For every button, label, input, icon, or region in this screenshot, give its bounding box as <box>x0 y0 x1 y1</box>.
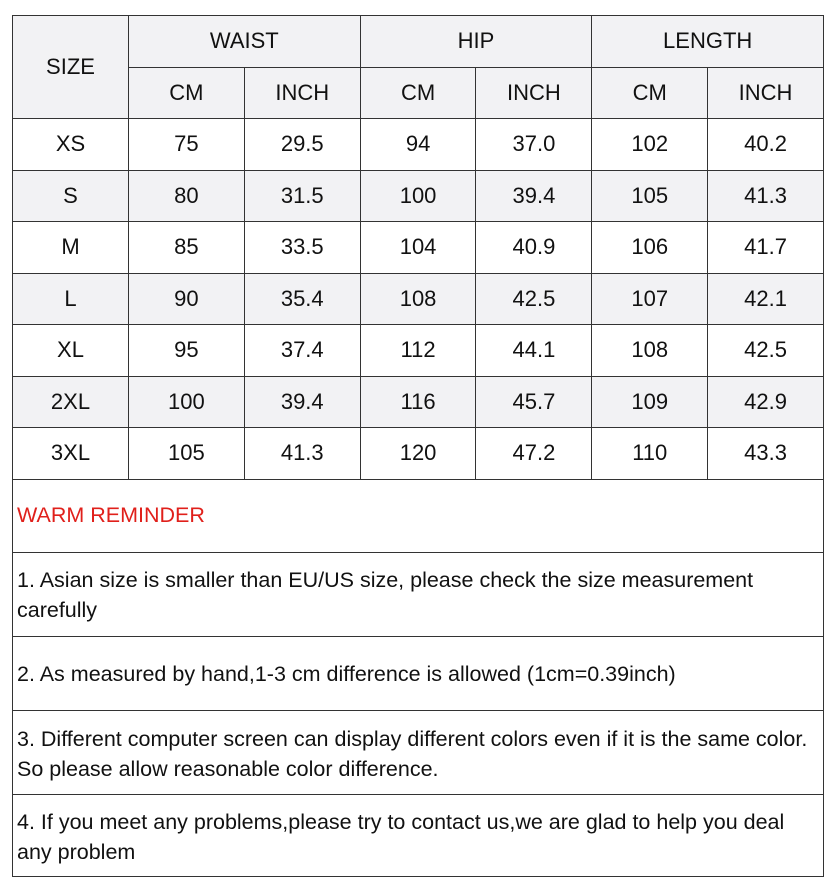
size-cell: XL <box>13 325 129 377</box>
measurement-cell: 85 <box>129 222 245 274</box>
size-column-header: SIZE <box>13 16 129 119</box>
table-row <box>13 170 824 222</box>
measurement-cell: 112 <box>360 325 476 377</box>
table-row <box>13 325 824 377</box>
waist-inch-header: INCH <box>244 67 360 119</box>
size-rows <box>13 119 824 480</box>
measurement-cell: 33.5 <box>244 222 360 274</box>
measurement-cell: 110 <box>592 428 708 480</box>
length-inch-header: INCH <box>708 67 824 119</box>
measurement-cell: 29.5 <box>244 119 360 171</box>
measurement-cell: 75 <box>129 119 245 171</box>
measurement-cell: 39.4 <box>476 170 592 222</box>
measurement-cell: 105 <box>592 170 708 222</box>
measurement-cell: 42.5 <box>476 273 592 325</box>
table-row <box>13 119 824 171</box>
measurement-cell: 80 <box>129 170 245 222</box>
measurement-cell: 37.0 <box>476 119 592 171</box>
measurement-cell: 106 <box>592 222 708 274</box>
reminder-note-4: 4. If you meet any problems,please try to contact us,we are glad to help you deal any problem <box>13 794 823 876</box>
warm-reminder-section <box>12 480 824 877</box>
measurement-cell: 37.4 <box>244 325 360 377</box>
reminder-note-2: 2. As measured by hand,1-3 cm difference is allowed (1cm=0.39inch) <box>13 636 823 710</box>
table-row <box>13 222 824 274</box>
size-cell: 3XL <box>13 428 129 480</box>
measurement-cell: 47.2 <box>476 428 592 480</box>
measurement-cell: 43.3 <box>708 428 824 480</box>
measurement-cell: 116 <box>360 376 476 428</box>
measurement-cell: 109 <box>592 376 708 428</box>
measurement-cell: 40.9 <box>476 222 592 274</box>
waist-header: WAIST <box>129 16 361 68</box>
hip-cm-header: CM <box>360 67 476 119</box>
table-row <box>13 273 824 325</box>
measurement-cell: 94 <box>360 119 476 171</box>
size-cell: S <box>13 170 129 222</box>
length-header: LENGTH <box>592 16 824 68</box>
measurement-cell: 108 <box>592 325 708 377</box>
measurement-cell: 41.7 <box>708 222 824 274</box>
size-table <box>12 15 824 480</box>
size-cell: 2XL <box>13 376 129 428</box>
warm-reminder-title: WARM REMINDER <box>17 502 205 527</box>
measurement-cell: 42.5 <box>708 325 824 377</box>
reminder-note-1: 1. Asian size is smaller than EU/US size, please check the size measurement carefully <box>13 552 823 636</box>
measurement-cell: 40.2 <box>708 119 824 171</box>
measurement-cell: 35.4 <box>244 273 360 325</box>
measurement-cell: 39.4 <box>244 376 360 428</box>
length-cm-header: CM <box>592 67 708 119</box>
size-cell: XS <box>13 119 129 171</box>
measurement-cell: 90 <box>129 273 245 325</box>
measurement-cell: 104 <box>360 222 476 274</box>
measurement-cell: 42.1 <box>708 273 824 325</box>
table-row <box>13 428 824 480</box>
waist-cm-header: CM <box>129 67 245 119</box>
measurement-cell: 108 <box>360 273 476 325</box>
measurement-cell: 41.3 <box>244 428 360 480</box>
measurement-cell: 100 <box>129 376 245 428</box>
size-cell: L <box>13 273 129 325</box>
measurement-cell: 107 <box>592 273 708 325</box>
measurement-cell: 44.1 <box>476 325 592 377</box>
measurement-cell: 100 <box>360 170 476 222</box>
measurement-cell: 41.3 <box>708 170 824 222</box>
hip-inch-header: INCH <box>476 67 592 119</box>
measurement-cell: 95 <box>129 325 245 377</box>
reminder-note-3: 3. Different computer screen can display different colors even if it is the same color. So please allow reasonable color difference. <box>13 710 823 794</box>
size-chart <box>12 15 824 877</box>
table-row <box>13 376 824 428</box>
measurement-cell: 45.7 <box>476 376 592 428</box>
size-cell: M <box>13 222 129 274</box>
measurement-cell: 105 <box>129 428 245 480</box>
measurement-cell: 120 <box>360 428 476 480</box>
hip-header: HIP <box>360 16 592 68</box>
measurement-cell: 42.9 <box>708 376 824 428</box>
measurement-cell: 31.5 <box>244 170 360 222</box>
table-unit-row <box>13 67 824 119</box>
measurement-cell: 102 <box>592 119 708 171</box>
table-header-row <box>13 16 824 68</box>
